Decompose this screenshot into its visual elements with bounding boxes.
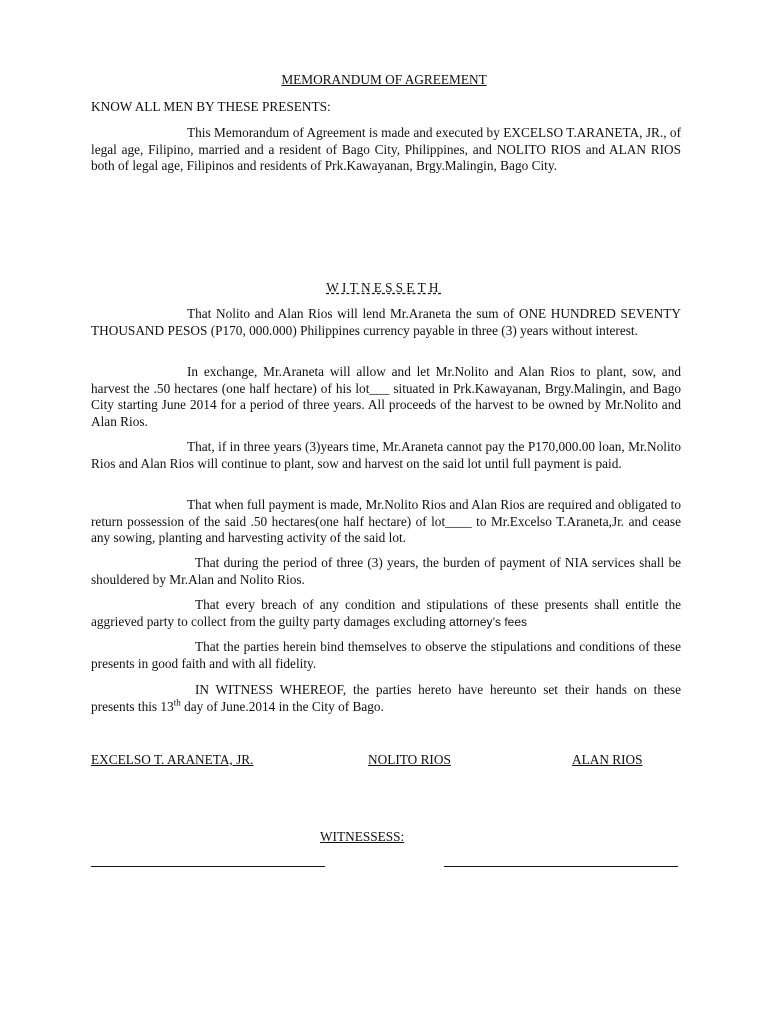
clause-paragraph-4 bbox=[91, 497, 681, 547]
clause-paragraph-6 bbox=[91, 639, 681, 672]
attorney-fees-text: attorney’s fees bbox=[449, 614, 527, 629]
witness-whereof-paragraph bbox=[91, 682, 681, 715]
witness-whereof-text-end: day of June.2014 in the City of Bago. bbox=[180, 698, 384, 714]
clause-paragraph-2 bbox=[91, 364, 681, 430]
clause-text: That the parties herein bind themselves to observe the stipulations and conditions of these presents in good faith and with all fidelity. bbox=[91, 639, 681, 671]
know-all-men-heading: KNOW ALL MEN BY THESE PRESENTS: bbox=[91, 99, 331, 114]
witnesses-label: WITNESSESS: bbox=[320, 829, 405, 844]
clause-paragraph-1 bbox=[91, 306, 681, 339]
clause-text: That when full payment is made, Mr.Nolito Rios and Alan Rios are required and obligated to return possession of the said .50 hectares(one half hectare) of lot____ to Mr.Excelso T.Araneta,Jr. and cease any sowing, planting and harvesting activity of the said lot. bbox=[91, 497, 681, 546]
witness-signature-line-right bbox=[444, 866, 678, 867]
ordinal-suffix: th bbox=[173, 697, 181, 708]
clause-text: That during the period of three (3) years, the burden of payment of NIA services shall be shouldered by Mr.Alan and Nolito Rios. bbox=[91, 555, 681, 587]
witness-signature-line-left bbox=[91, 866, 325, 867]
signatory-alan-rios: ALAN RIOS bbox=[572, 752, 643, 767]
clause-text: In exchange, Mr.Araneta will allow and let Mr.Nolito and Alan Rios to plant, sow, and harvest the .50 hectares (one half hectare) of his lot___ situated in Prk.Kawayanan, Brgy.Malingin, and Bago City starting June 2014 for a period of three years. All proceeds of the harvest to be owned by Mr.Nolito and Alan Rios. bbox=[91, 364, 681, 429]
intro-paragraph bbox=[91, 125, 681, 175]
document-title: MEMORANDUM OF AGREEMENT bbox=[281, 72, 487, 87]
intro-text: This Memorandum of Agreement is made and executed by EXCELSO T.ARANETA, JR., of legal age, Filipino, married and a resident of Bago City, Philippines, and NOLITO RIOS and ALAN RIOS both of legal age, Filipinos and residents of Prk.Kawayanan, Brgy.Malingin, Bago City. bbox=[91, 125, 681, 174]
clause-paragraph-3 bbox=[91, 439, 681, 472]
breach-text: That every breach of any condition and stipulations of these presents shall entitle the aggrieved party to collect from the guilty party damages excluding bbox=[91, 597, 681, 629]
witnesseth-heading: WITNESSETH bbox=[326, 280, 442, 295]
clause-text: That Nolito and Alan Rios will lend Mr.Araneta the sum of ONE HUNDRED SEVENTY THOUSAND PESOS (P170, 000.000) Philippines currency payable in three (3) years without interest. bbox=[91, 306, 681, 338]
signatory-nolito-rios: NOLITO RIOS bbox=[368, 752, 451, 767]
breach-paragraph bbox=[91, 597, 681, 630]
signatory-araneta: EXCELSO T. ARANETA, JR. bbox=[91, 752, 254, 767]
clause-text: That, if in three years (3)years time, Mr.Araneta cannot pay the P170,000.00 loan, Mr.Nolito Rios and Alan Rios will continue to plant, sow and harvest on the said lot until full payment is paid. bbox=[91, 439, 681, 471]
witness-whereof-text: IN WITNESS WHEREOF, the parties hereto have hereunto set their hands on these presents this 13 bbox=[91, 682, 681, 714]
clause-paragraph-5 bbox=[91, 555, 681, 588]
